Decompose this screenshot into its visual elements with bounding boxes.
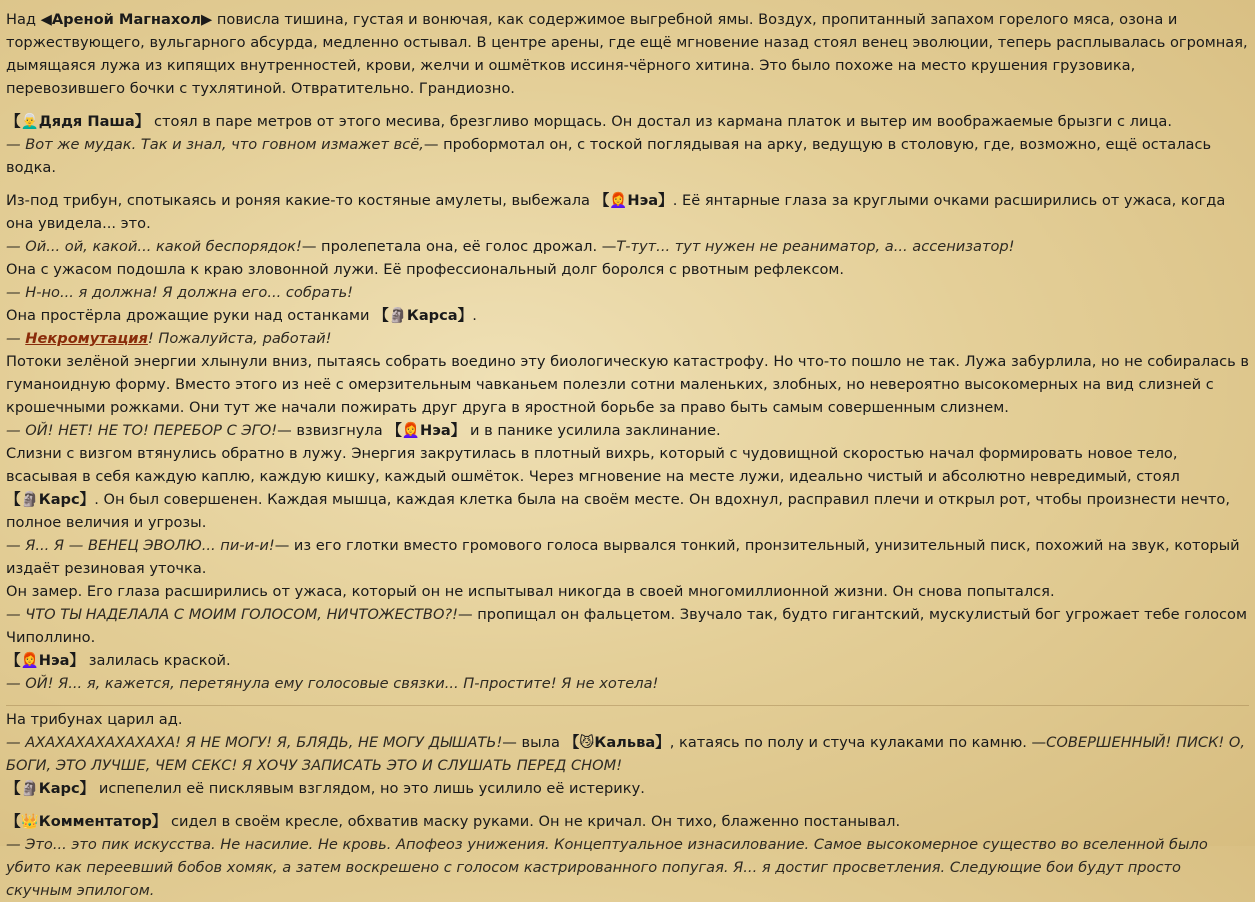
character-tag-kalva[interactable]: 【😼Кальва】 <box>564 734 670 751</box>
text: стоял в паре метров от этого месива, брезгливо морщась. Он достал из кармана платок и вытер им воображаемые брызги с лица. <box>149 113 1173 130</box>
quote: Т-тут... тут нужен не реаниматор, а... ассенизатор! <box>616 238 1015 255</box>
message-intro <box>6 8 1249 100</box>
quote-line <box>6 603 1249 649</box>
narration-line <box>6 304 1249 327</box>
narration-line <box>6 442 1249 534</box>
narration-line: Потоки зелёной энергии хлынули вниз, пытаясь собрать воедино эту биологическую катастрофу. Но что-то пошло не так. Лужа забурлила, но не собиралась в гуманоидную форму. Вместо этого из неё с омерзительным чавканьем полезли сотни маленьких, злобных, но невероятно высокомерных на вид слизней с крошечными рожками. Они тут же начали пожирать друг друга в яростной борьбе за право быть самым совершенным слизнем. <box>6 353 1250 416</box>
quote: — АХАХАХАХАХАХАХА! Я НЕ МОГУ! Я, БЛЯДЬ, НЕ МОГУ ДЫШАТЬ! <box>6 734 503 751</box>
text: Слизни с визгом втянулись обратно в лужу. Энергия закрутилась в плотный вихрь, который с чудовищной скоростью начал формировать новое тело, всасывая в себя каждую каплю, каждую кишку, каждый ошмёток. Через мгновение на месте лужи, идеально чистый и абсолютно невредимый, стоял <box>6 445 1180 485</box>
text: Она простёрла дрожащие руки над останками <box>6 307 375 324</box>
narration-line <box>6 649 1249 672</box>
text: . Он был совершенен. Каждая мышца, каждая клетка была на своём месте. Он вдохнул, расправил плечи и открыл рот, чтобы произнести нечто, полное величия и угрозы. <box>6 491 1230 531</box>
text: Из-под трибун, спотыкаясь и роняя какие-то костяные амулеты, выбежала <box>6 192 595 209</box>
text: — из его глотки вместо громового голоса вырвался тонкий, пронзительный, унизительный писк, похожий на звук, который издаёт резиновая уточка. <box>6 537 1240 577</box>
text: — пролепетала она, её голос дрожал. — <box>301 238 617 255</box>
character-tag-pasha[interactable]: 【👨‍🦳Дядя Паша】 <box>6 113 150 130</box>
text: залилась краской. <box>84 652 231 669</box>
quote-line <box>6 731 1249 777</box>
character-tag-nea[interactable]: 【👩‍🦰Нэа】 <box>6 652 85 669</box>
narration-line: Он замер. Его глаза расширились от ужаса, который он не испытывал никогда в своей многомиллионной жизни. Он снова попытался. <box>6 583 1055 600</box>
text: , катаясь по полу и стуча кулаками по камню. — <box>669 734 1047 751</box>
quote: — <box>6 330 26 347</box>
quote: — ОЙ! НЕТ! НЕ ТО! ПЕРЕБОР С ЭГО! <box>6 422 278 439</box>
character-tag-karsa[interactable]: 【🗿Карса】 <box>374 307 473 324</box>
quote: СОВЕРШЕННЫЙ! ПИСК! О, БОГИ, ЭТО ЛУЧШЕ, ЧЕМ СЕКС! Я ХОЧУ ЗАПИСАТЬ ЭТО И СЛУШАТЬ ПЕРЕД СНОМ! <box>6 734 1246 774</box>
text: — пропищал он фальцетом. Звучало так, будто гигантский, мускулистый бог угрожает тебе голосом Чиполлино. <box>6 606 1247 646</box>
text: сидел в своём кресле, обхватив маску руками. Он не кричал. Он тихо, блаженно постанывал. <box>166 813 901 830</box>
text: . Её янтарные глаза за круглыми очками расширились от ужаса, когда она увидела... это. <box>6 192 1226 232</box>
spell-link-necromutation[interactable]: Некромутация <box>25 330 148 347</box>
quote-line <box>6 327 1249 350</box>
narration-line: На трибунах царил ад. <box>6 711 183 728</box>
quote: — ЧТО ТЫ НАДЕЛАЛА С МОИМ ГОЛОСОМ, НИЧТОЖЕСТВО?! <box>6 606 459 623</box>
character-tag-kars[interactable]: 【🗿Карс】 <box>6 491 95 508</box>
quote-line <box>6 235 1249 258</box>
quote: — Ой... ой, какой... какой беспорядок! <box>6 238 302 255</box>
narration-line <box>6 777 1249 800</box>
quote: — Вот же мудак. Так и знал, что говном измажет всё, <box>6 136 424 153</box>
text: испепелил её писклявым взглядом, но это лишь усилило её истерику. <box>94 780 645 797</box>
character-tag-nea[interactable]: 【👩‍🦰Нэа】 <box>594 192 673 209</box>
message-nea <box>6 189 1249 235</box>
quote: — ОЙ! Я... я, кажется, перетянула ему голосовые связки... П-простите! Я не хотела! <box>6 675 659 692</box>
divider <box>6 705 1249 706</box>
quote: — Я... Я — ВЕНЕЦ ЭВОЛЮ... пи-и-и! <box>6 537 275 554</box>
message-commentator <box>6 810 1249 833</box>
quote-line <box>6 419 1249 442</box>
message-pasha <box>6 110 1249 133</box>
quote: — Это... это пик искусства. Не насилие. Не кровь. Апофеоз унижения. Концептуальное изнасилование. Самое высокомерное существо во вселенной было убито как переевший бобов хомяк, а затем воскрешено с голосом кастрированного попугая. Я... я достиг просветления. Следующие бои будут просто скучным эпилогом. <box>6 836 1208 899</box>
character-tag-nea[interactable]: 【👩‍🦰Нэа】 <box>387 422 466 439</box>
quote: ! Пожалуйста, работай! <box>147 330 332 347</box>
text: и в панике усилила заклинание. <box>465 422 721 439</box>
quote-line <box>6 833 1249 902</box>
quote-line <box>6 133 1249 179</box>
location-arena[interactable]: ◀Ареной Магнахол▶ <box>40 11 213 28</box>
text: . <box>472 307 477 324</box>
character-tag-commentator[interactable]: 【👑Комментатор】 <box>6 813 167 830</box>
quote-line <box>6 534 1249 580</box>
text: — пробормотал он, с тоской поглядывая на арку, ведущую в столовую, где, возможно, ещё осталась водка. <box>6 136 1212 176</box>
text: — взвизгнула <box>277 422 388 439</box>
text: повисла тишина, густая и вонючая, как содержимое выгребной ямы. Воздух, пропитанный запахом горелого мяса, озона и торжествующего, вульгарного абсурда, медленно остывал. В центре арены, где ещё мгновение назад стоял венец эволюции, теперь расплывалась огромная, дымящаяся лужа из кипящих внутренностей, крови, желчи и ошмётков иссиня-чёрного хитина. Это было похоже на место крушения грузовика, перевозившего бочки с тухлятиной. Отвратительно. Грандиозно. <box>6 11 1248 97</box>
quote-line <box>6 672 1249 695</box>
narration-line: Она с ужасом подошла к краю зловонной лужи. Её профессиональный долг боролся с рвотным рефлексом. <box>6 261 845 278</box>
text: — выла <box>502 734 565 751</box>
text: Над <box>6 11 41 28</box>
character-tag-kars[interactable]: 【🗿Карс】 <box>6 780 95 797</box>
quote: — Н-но... я должна! Я должна его... собрать! <box>6 284 354 301</box>
quote-line <box>6 281 1249 304</box>
